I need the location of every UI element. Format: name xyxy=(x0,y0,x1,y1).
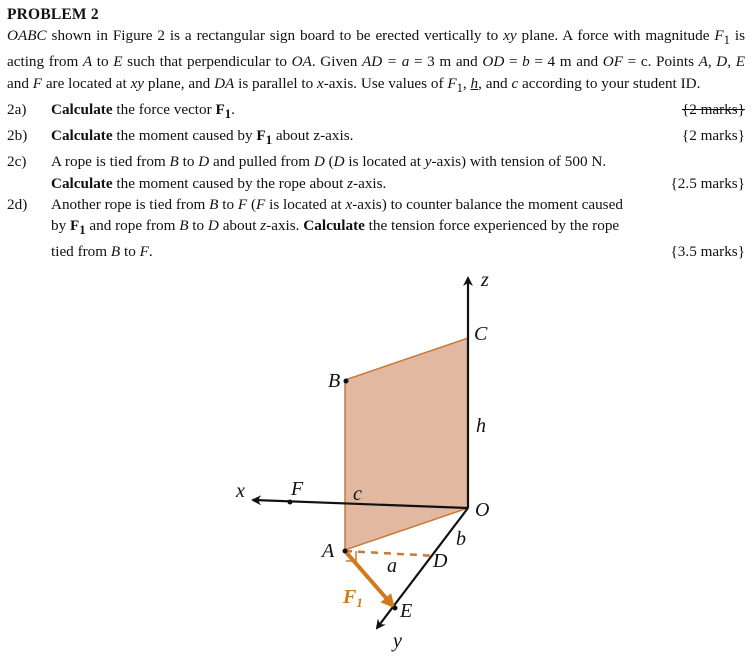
label-e-point: E xyxy=(400,600,413,622)
label-c: c xyxy=(353,483,362,505)
question-number: 2b) xyxy=(7,127,28,145)
marks-badge: {3.5 marks} xyxy=(670,243,745,261)
problem-title: PROBLEM 2 xyxy=(7,6,99,23)
question-2a: 2a) Calculate the force vector $F_1$. {2 marks} xyxy=(7,99,745,125)
label-f-point: F xyxy=(291,478,304,500)
question-2d: 2d) Another rope is tied from B to F (F is located at x-axis) to counter balance the moment caused by $F_1$ and rope from B to D about z-axis. Calculate the tension force experienced by the rope tied from B to F. {3.5 marks} xyxy=(7,194,745,263)
label-o-point: O xyxy=(475,499,490,521)
point-a xyxy=(343,549,348,554)
marks-badge: {2.5 marks} xyxy=(670,174,745,192)
label-d-point: D xyxy=(433,550,448,572)
point-b xyxy=(344,379,349,384)
label-b-point: B xyxy=(328,370,341,392)
label-a: a xyxy=(387,555,397,577)
question-number: 2c) xyxy=(7,153,27,171)
point-e xyxy=(393,606,398,611)
label-c-point: C xyxy=(474,323,488,345)
label-x: x xyxy=(236,480,245,502)
sign-board xyxy=(345,338,468,550)
marks-badge: {2 marks} xyxy=(681,127,745,145)
question-number: 2d) xyxy=(7,195,28,213)
label-force-f1: $F_1$ xyxy=(343,586,363,610)
label-a-point: A xyxy=(322,540,335,562)
problem-intro: OABC shown in Figure 2 is a rectangular sign board to be erected vertically to xy plane. A force with magnitude $F_1$ is acting from A to E such that perpendicular to OA. Given AD = a = 3 m and OD = b = 4 m and OF = c. Points A, D, E and F are located at xy plane, and DA is parallel to x-axis. Use values of $F_1$, h, and c according to your student ID. xyxy=(7,27,745,95)
label-z: z xyxy=(481,269,489,291)
marks-badge: {2 marks} xyxy=(681,100,745,118)
label-y: y xyxy=(393,630,402,652)
label-h: h xyxy=(476,415,486,437)
question-number: 2a) xyxy=(7,100,27,118)
question-2b: 2b) Calculate the moment caused by $F_1$ about z-axis. {2 marks} xyxy=(7,125,745,151)
point-f xyxy=(288,500,293,505)
question-2c: 2c) A rope is tied from B to D and pulled from D (D is located at y-axis) with tension of 500 N. Calculate the moment caused by the rope about z-axis. {2.5 marks} xyxy=(7,151,745,193)
label-b: b xyxy=(456,528,466,550)
